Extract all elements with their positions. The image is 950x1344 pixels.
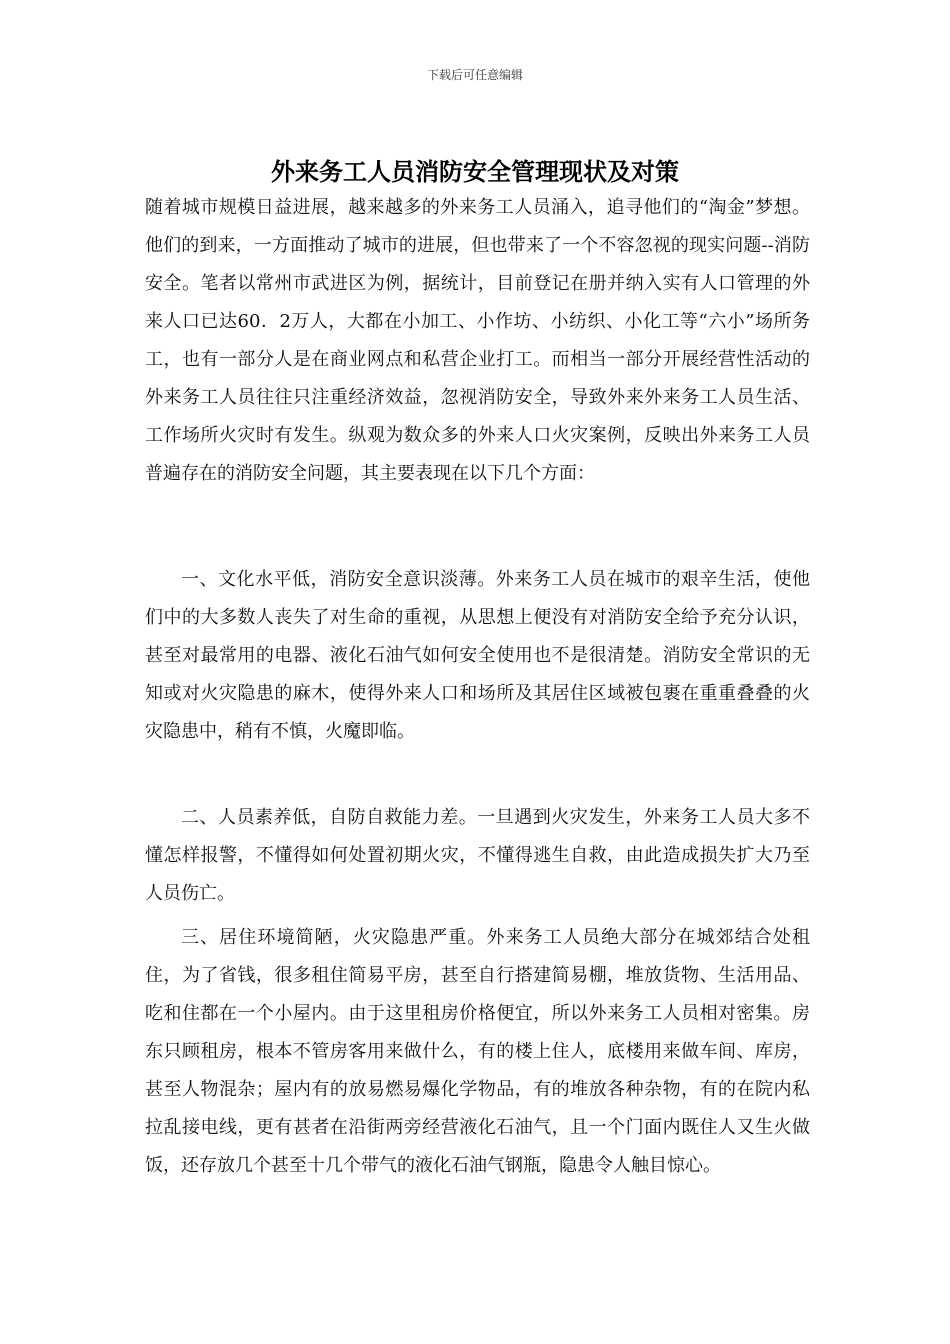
paragraph-section-3: 三、居住环境简陋，火灾隐患严重。外来务工人员绝大部分在城郊结合处租住，为了省钱，很多租住简易平房，甚至自行搭建简易棚，堆放货物、生活用品、吃和住都在一个小屋内。由于这里租房价格便宜，所以外来务工人员相对密集。房东只顾租房，根本不管房客用来做什么，有的楼上住人，底楼用来做车间、库房，甚至人物混杂；屋内有的放易燃易爆化学物品，有的堆放各种杂物，有的在院内私拉乱接电线，更有甚者在沿街两旁经营液化石油气，且一个门面内既住人又生火做饭，还存放几个甚至十几个带气的液化石油气钢瓶，隐患令人触目惊心。 <box>145 927 810 1176</box>
paragraph-section-2: 二、人员素养低，自防自救能力差。一旦遇到火灾发生，外来务工人员大多不懂怎样报警，不懂得如何处置初期火灾，不懂得逃生自救，由此造成损失扩大乃至人员伤亡。 <box>145 807 810 904</box>
header-note: 下载后可任意编辑 <box>426 68 523 82</box>
document-title: 外来务工人员消防安全管理现状及对策 <box>271 158 679 186</box>
paragraph-intro: 随着城市规模日益进展，越来越多的外来务工人员涌入，追寻他们的“淘金”梦想。他们的到来，一方面推动了城市的进展，但也带来了一个不容忽视的现实问题--消防安全。笔者以常州市武进区为例，据统计，目前登记在册并纳入实有人口管理的外来人口已达60．2万人，大都在小加工、小作坊、小纺织、小化工等“六小”场所务工，也有一部分人是在商业网点和私营企业打工。而相当一部分开展经营性活动的外来务工人员往往只注重经济效益，忽视消防安全，导致外来外来务工人员生活、工作场所火灾时有发生。纵观为数众多的外来人口火灾案例，反映出外来务工人员普遍存在的消防安全问题，其主要表现在以下几个方面： <box>145 197 810 484</box>
paragraph-section-1: 一、文化水平低，消防安全意识淡薄。外来务工人员在城市的艰辛生活，使他们中的大多数人丧失了对生命的重视，从思想上便没有对消防安全给予充分认识，甚至对最常用的电器、液化石油气如何安全使用也不是很清楚。消防安全常识的无知或对火灾隐患的麻木，使得外来人口和场所及其居住区域被包裹在重重叠叠的火灾隐患中，稍有不慎，火魔即临。 <box>145 569 810 742</box>
